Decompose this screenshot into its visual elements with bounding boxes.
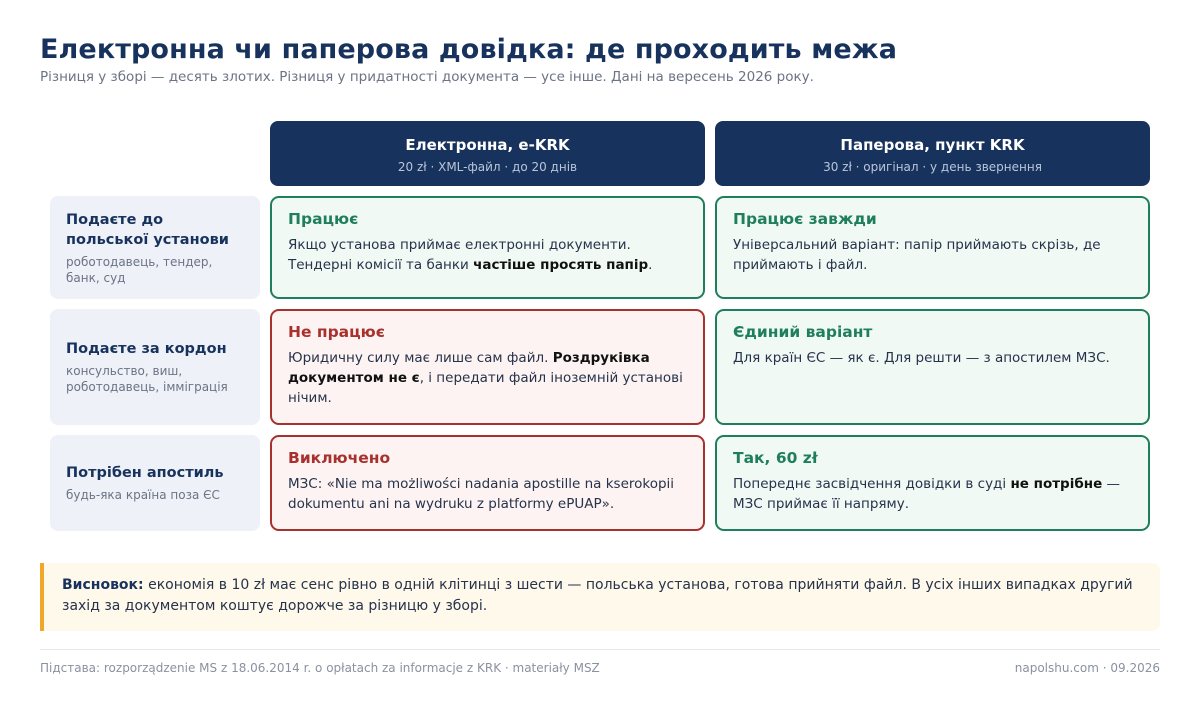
footer-divider	[40, 649, 1160, 650]
column-subtitle: 30 zł · оригінал · у день звернення	[823, 160, 1042, 174]
cell-emphasis: не потрібне	[1010, 476, 1103, 492]
cell-text: Юридичну силу має лише сам файл. Роздруківка документом не є, і передати файл іноземній установі нічим.	[288, 350, 683, 406]
column-title: Паперова, пункт KRK	[840, 136, 1025, 154]
cell-status: Виключено	[288, 449, 391, 467]
cell-text: Якщо установа приймає електронні документи. Тендерні комісії та банки частіше просять папір.	[288, 237, 653, 273]
column-title: Електронна, e-KRK	[405, 136, 570, 154]
cell-electronic-apostille	[270, 435, 705, 531]
row-subtitle: роботодавець, тендер, банк, суд	[66, 254, 213, 285]
column-header-paper	[715, 121, 1150, 186]
page-subtitle: Різниця у зборі — десять злотих. Різниця у придатності документа — усе інше. Дані на вересень 2026 року.	[40, 69, 814, 85]
row-subtitle: будь-яка країна поза ЄС	[66, 488, 220, 502]
cell-paper-apostille	[715, 435, 1150, 531]
conclusion-lead: Висновок:	[62, 577, 144, 593]
cell-text: Для країн ЄС — як є. Для решти — з апостилем МЗС.	[733, 350, 1110, 366]
footer-credit: napolshu.com · 09.2026	[1014, 661, 1160, 675]
cell-emphasis: Роздруківка документом не є	[288, 350, 650, 386]
footer-source: Підстава: rozporządzenie MS z 18.06.2014 r. o opłatach za informacje z KRK · materiały MSZ	[40, 661, 600, 675]
cell-text: Універсальний варіант: папір приймають скрізь, де приймають і файл.	[733, 237, 1101, 273]
row-title: Потрібен апостиль	[66, 465, 224, 481]
column-subtitle: 20 zł · XML-файл · до 20 днів	[397, 160, 578, 174]
row-title: Подаєте за кордон	[66, 341, 227, 357]
page-title: Електронна чи паперова довідка: де проходить межа	[40, 34, 898, 65]
cell-text: МЗС: «Nie ma możliwości nadania apostille na kserokopii dokumentu ani na wydruku z platformy ePUAP».	[288, 476, 675, 512]
cell-text: Попереднє засвідчення довідки в суді не потрібне — МЗС приймає її напряму.	[733, 476, 1121, 512]
cell-status: Єдиний варіант	[733, 323, 873, 341]
row-label-apostille	[50, 435, 260, 531]
row-title: Подаєте до польської установи	[66, 211, 229, 248]
cell-paper-poland	[715, 196, 1150, 299]
conclusion-text: економія в 10 zł має сенс рівно в одній клітинці з шести — польська установа, готова прийняти файл. В усіх інших випадках другий захід за документом коштує дорожче за різницю у зборі.	[62, 577, 1133, 614]
cell-status: Працює	[288, 210, 359, 228]
conclusion-callout	[40, 563, 1160, 631]
row-label-abroad	[50, 309, 260, 425]
cell-status: Так, 60 zł	[733, 449, 818, 467]
cell-electronic-abroad	[270, 309, 705, 425]
cell-paper-abroad	[715, 309, 1150, 425]
row-subtitle: консульство, виш, роботодавець, імміграція	[66, 364, 228, 394]
row-label-poland	[50, 196, 260, 299]
cell-emphasis: частіше просять папір	[473, 257, 649, 273]
cell-status: Працює завжди	[733, 210, 877, 228]
cell-electronic-poland	[270, 196, 705, 299]
cell-status: Не працює	[288, 323, 385, 341]
column-header-electronic	[270, 121, 705, 186]
